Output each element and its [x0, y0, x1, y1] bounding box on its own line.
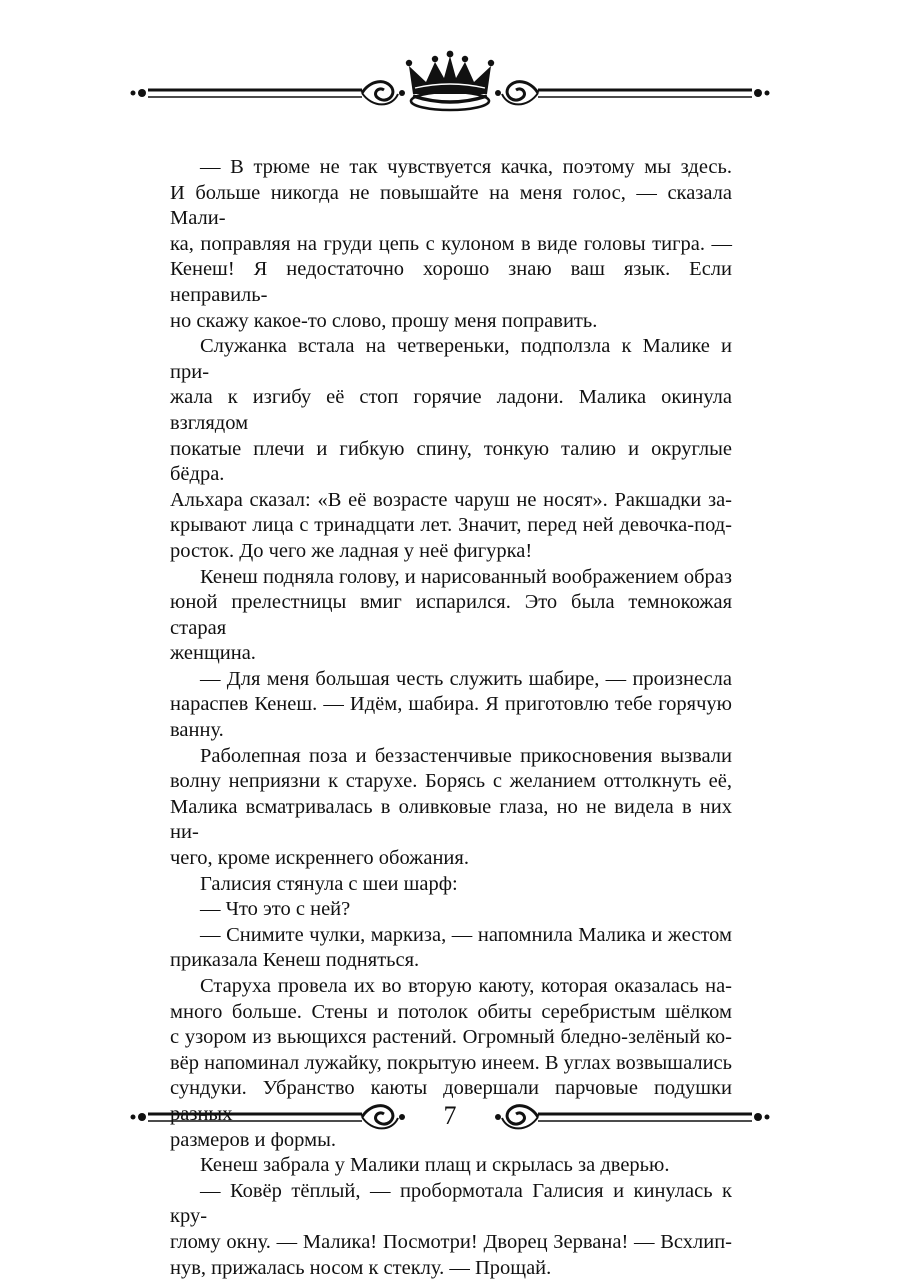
text-line: Галисия стянула с шеи шарф: [200, 872, 458, 895]
text-line: ка, поправляя на груди цепь с кулоном в виде головы тигра. — [170, 232, 732, 255]
text-line: женщина. [170, 642, 256, 665]
text-line: — В трюме не так чувствуется качка, поэтому мы здесь. [200, 156, 732, 178]
text-line: глому окну. — Малика! Посмотри! Дворец Зервана! — Всхлип- [170, 1230, 732, 1253]
text-line: И больше никогда не повышайте на меня голос, — сказала Мали- [170, 181, 732, 230]
text-line: — Для меня большая честь служить шабире, — произнесла [200, 667, 732, 690]
text-line: росток. До чего же ладная у неё фигурка! [170, 539, 533, 562]
text-line: Старуха провела их во вторую каюту, которая оказалась на- [200, 975, 732, 997]
text-line: — Что это с ней? [200, 898, 351, 921]
text-line: нув, прижалась носом к стеклу. — Прощай. [170, 1256, 552, 1279]
text-line: юной прелестницы вмиг испарился. Это была темнокожая старая [170, 591, 732, 639]
text-line: покатые плечи и гибкую спину, тонкую талию и округлые бёдра. [170, 437, 732, 486]
text-line: размеров и формы. [170, 1128, 336, 1151]
text-line: ванну. [170, 719, 224, 742]
text-line: сундуки. Убранство каюты довершали парчовые подушки разных [170, 1077, 732, 1125]
text-line: — Ковёр тёплый, — пробормотала Галисия и кинулась к кру- [170, 1179, 732, 1228]
text-line: жала к изгибу её стоп горячие ладони. Малика окинула взглядом [170, 386, 732, 434]
text-line: крывают лица с тринадцати лет. Значит, перед ней девочка-под- [170, 514, 732, 537]
text-line: Малика всматривалась в оливковые глаза, но не видела в них ни- [170, 795, 732, 844]
crown-icon [130, 50, 770, 120]
top-ornament [130, 50, 770, 120]
text-line: с узором из вьющихся растений. Огромный бледно-зелёный ко- [170, 1026, 732, 1049]
text-line: приказала Кенеш подняться. [170, 949, 420, 972]
text-line: но скажу какое-то слово, прошу меня поправить. [170, 309, 598, 332]
text-line: Кенеш забрала у Малики плащ и скрылась за дверью. [200, 1154, 670, 1177]
text-line: — Снимите чулки, маркиза, — напомнила Малика и жестом [200, 923, 732, 946]
text-line: Раболепная поза и беззастенчивые прикосновения вызвали [200, 744, 732, 767]
text-line: чего, кроме искреннего обожания. [170, 847, 469, 870]
page-number: 7 [443, 1101, 457, 1130]
text-line: волну неприязни к старухе. Борясь с желанием оттолкнуть её, [170, 770, 732, 793]
text-line: Альхара сказал: «В её возрасте чаруш не носят». Ракшадки за- [170, 488, 732, 511]
text-line: Кенеш! Я недостаточно хорошо знаю ваш язык. Если неправиль- [170, 258, 732, 306]
text-line: Служанка встала на четвереньки, подползла к Малике и при- [170, 335, 732, 383]
text-line: нараспев Кенеш. — Идём, шабира. Я приготовлю тебе горячую [170, 693, 732, 716]
text-line: Кенеш подняла голову, и нарисованный воображением образ [200, 565, 732, 588]
text-line: вёр напоминал лужайку, покрытую инеем. В углах возвышались [170, 1051, 733, 1074]
text-line: много больше. Стены и потолок обиты серебристым шёлком [170, 1000, 732, 1023]
